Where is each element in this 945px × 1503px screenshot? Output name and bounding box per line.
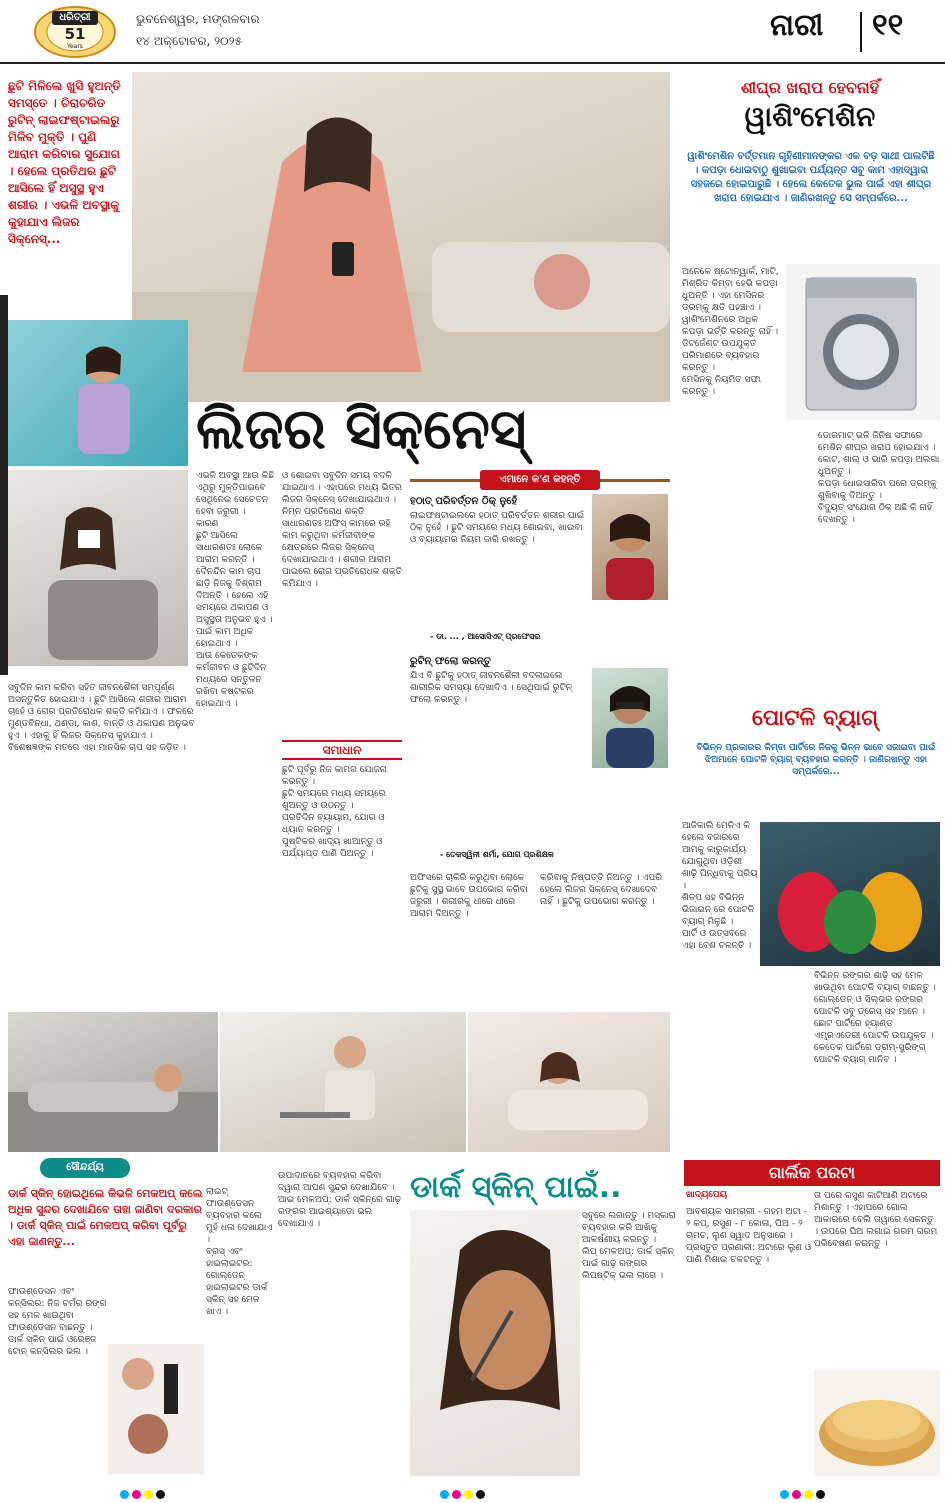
- makeup-products-photo: [108, 1344, 204, 1474]
- expert2-photo: [592, 668, 668, 768]
- recipe-col-b: ତା ପରେ ରସୁଣ କାଟିଆଣି ଅଟାରେ ମିଶାନ୍ତୁ । ଏହାପରେ ଗୋଲ ଆକାରରେ ବେଲି ତାୱାରେ ସେକନ୍ତୁ । ଉପରେ ଘିଅ ଲଗାଇ ଗରମ ଗରମ ପରିବେଷଣ କରନ୍ତୁ ।: [814, 1191, 938, 1249]
- recipe-ingredients: ଆବଶ୍ୟକ ସାମଗ୍ରୀ - ଗହମ ଅଟା - ୨ କପ୍, ରସୁଣ - ୮ କୋଳା, ଘିଅ - ୨ ଚାମଚ, ଲୁଣ ସ୍ୱାଦ ଅନୁସାରେ । ପ୍ରସ୍ତୁତ ପ୍ରଣାଳୀ: ଅଟାରେ ଲୁଣ ଓ ପାଣି ମିଶାଇ ଚକଟନ୍ତୁ ।: [686, 1207, 812, 1265]
- potli-col-a: ଆଜିକାଲି ମେଳିଏ କି ହେଲେ ବଜାରରେ ଆମକୁ କାରୁକାର୍ଯ୍ୟ ଯୋଗୁଥିବା ଓଡ଼ିଶୀ ଶାଢ଼ି ପିନ୍ଧିବାକୁ ପ୍ରିୟ । ଶିଳ୍ପ ସହ ବିଭିନ୍ନ ଭିଜାଇନ୍ ରେ ପୋଟଳି ବ୍ୟାଗ୍ ମିଳୁଛି । ପାର୍ଟି ଓ ଉତ୍ସବରେ ଏହା ବେଶ ଚଳନ୍ତି ।: [682, 821, 758, 951]
- experts-banner: [410, 470, 670, 490]
- makeup-products-icon: [108, 1344, 204, 1474]
- footer-registration-marks: [0, 1480, 945, 1497]
- leisure-col1-cont: [196, 682, 278, 1002]
- washing-col-b: ଡୋରମାଟ୍ ଭଳି ଜିନିଷ ସଫାରେ ମେଶିନ ଶୀଘ୍ର ଖରାପ ହୋଇଯାଏ । କୋଟ, ଶାଲ୍ ଓ ଭାରି କପଡ଼ା ଅଲଗା ଧୁଅନ୍ତୁ । କପଡ଼ା ଧୋଇସାରିବା ପରେ ଡ୍ରମ୍‌କୁ ଶୁଖିବାକୁ ଦିଅନ୍ତୁ । ବିଦ୍ୟୁତ୍ ସଂଯୋଗ ଠିକ୍ ଅଛି କି ନାହିଁ ଦେଖନ୍ତୁ ।: [818, 431, 940, 525]
- potli-headline: ପୋଟଳି ବ୍ୟାଗ୍: [751, 706, 879, 731]
- woman-mascara-illustration: [410, 1210, 580, 1476]
- expert2-portrait-icon: [592, 668, 668, 768]
- potli-bags-illustration: [760, 822, 940, 966]
- washing-col-a: ଅନେକେ ଷ୍ଟୋନ୍‌ୱାର୍କ, ମାଟି, ମିଶ୍ରିତ କିମ୍ବା ହେଭି କପଡ଼ା ଧୁଅନ୍ତି । ଏହା ମେସିନର ଡ୍ରମ୍‌କୁ କ୍ଷତି ପହଞ୍ଚାଏ । ୱାଶିଂମେଶିନରେ ଅଧିକ କପଡ଼ା ଭର୍ତ୍ତି କରନ୍ତୁ ନାହିଁ । ଡିଟର୍ଜେଣ୍ଟ ଉପଯୁକ୍ତ ପରିମାଣରେ ବ୍ୟବହାର କରନ୍ତୁ । ମେସିନକୁ ନିୟମିତ ସଫା କରନ୍ତୁ ।: [682, 267, 779, 397]
- paratha-illustration: [814, 1370, 940, 1476]
- leisure-col2: ଓ ଶୋଇବା ସବୁଦିନ ସମୟ ବଦଳି ଯାଇଥାଏ । ଏହାପରେ ମଧ୍ୟ ଭିତର ଲିଜର ସିକ୍ନେସ୍ ଦେଖାଯାଇଥାଏ । ନିମ୍ନ ପ୍ରତିରୋଧ ଶକ୍ତି ସାଧାରଣତଃ ଅଫିସ୍ କାମରେ ରହି କାମ କରୁଥିବା କର୍ମଜୀବୀଙ୍କ କ୍ଷେତ୍ରରେ ଲିଜର ସିକ୍ନେସ୍ ଦେଖାଯାଇଥାଏ । ଶରୀର ଆରାମ ପାଇଲେ ରୋଗ ପ୍ରତିରୋଧକ ଶକ୍ତି କମିଯାଏ ।: [282, 471, 402, 589]
- expert1-portrait-icon: [592, 494, 668, 600]
- beauty-col-b: ଲାଇଟ୍ ଫାଉଣ୍ଡେସନ ବ୍ୟବହାର କଲେ ମୁହଁ ଧଳା ଦେଖାଯାଏ । ବ୍ରସ୍ ଏବଂ ହାଇଲାଇଟର: ଗୋଲ୍ଡେନ୍ ହାଇଲାଇଟର ଡାର୍କ ସ୍କିନ୍ ସହ ମେଳ ଖାଏ ।: [206, 1187, 273, 1317]
- washing-kicker: ଶୀଘ୍ର ଖରାପ ହେବନାହିଁ: [740, 78, 880, 97]
- dharitri-logo: [30, 5, 120, 59]
- laptop-illustration: [220, 1012, 466, 1152]
- page-number: ୧୧: [872, 8, 904, 43]
- expert1-photo: [592, 494, 668, 600]
- phone-illustration: [468, 1012, 670, 1152]
- section-title: ନାରୀ: [770, 8, 824, 43]
- leisure-intro: ଛୁଟି ମିଳିଲେ ଖୁସି ହୁଅନ୍ତି ସମସ୍ତେ । ଚିରାଚରିତ ରୁଟିନ୍ ଲାଇଫଷ୍ଟାଇଲରୁ ମିଳିବ ମୁକ୍ତି । ପୁଣି ଆରାମ କରିବାର ସୁଯୋଗ । ହେଲେ ପ୍ରତିଥର ଛୁଟି ଆସିଲେ ହିଁ ଅସୁସ୍ଥ ହୁଏ ଶରୀର । ଏଭଳି ଅବସ୍ଥାକୁ କୁହାଯାଏ ଲିଜର ସିକ୍ନେସ୍...: [8, 79, 121, 246]
- logo-years: 51: [64, 25, 86, 43]
- woman-on-phone-photo: [468, 1012, 670, 1152]
- man-on-sofa-illustration: [8, 1012, 218, 1152]
- beauty-col-c: ଉପାଦାନରେ ବ୍ୟବହାର କରିବା ଦ୍ୱାରା ଆପଣ ସୁନ୍ଦର ଦେଖାଯିବେ । ଆଇ ମେକଅପ୍: ଡାର୍କ ସ୍କିନ୍‌ରେ ଗାଢ଼ ରଙ୍ଗର ଆଇଶ୍ୟାଡୋ ଭଲ ଦେଖାଯାଏ ।: [278, 1171, 402, 1229]
- solution-header: [282, 740, 402, 760]
- woman-mascara-photo: [410, 1210, 580, 1476]
- recipe-header: [684, 1160, 940, 1186]
- logo-years-label: Years: [67, 43, 83, 50]
- potli-col-b: ବିଭିନ୍ନ ରଙ୍ଗର ଶାଢ଼ି ସହ ମେଳ ଖାଉଥିବା ପୋଟଳି ବ୍ୟାଗ୍ ବାଛନ୍ତୁ । ଗୋଲ୍ଡେନ୍ ଓ ସିଲ୍‌ଭର ରଙ୍ଗର ପୋଟଳି ସବୁ ଡ୍ରେସ୍ ସହ ମାନେ । ଛୋଟ ପାର୍ଟିରେ ହ୍ୟାଣ୍ଡ ଏମ୍ବ୍ରଏଡେରୀ ପୋଟଳି ଉପଯୁକ୍ତ । କେତେକ ପାର୍ଟିରେ ଡ୍ରାମ୍-ସ୍ଟ୍ରିଙ୍ଗ୍ ପୋଟଳି ବ୍ୟାଗ୍ ମାନିବ ।: [814, 971, 936, 1065]
- recipe-subhead: ଖାଦ୍ୟପେୟ: [686, 1190, 728, 1200]
- beauty-intro: ଡାର୍କ ସ୍କିନ୍ ହୋଇଥିଲେ କିଭଳି ମେକଅପ୍ କଲେ ଅଧିକ ସୁନ୍ଦର ଦେଖାଯିବେ ତାହା ଜାଣିବା ଦରକାର । ଡାର୍କ ସ୍କିନ୍ ପାଇଁ ମେକଅପ୍ କରିବା ପୂର୍ବରୁ ଏହା ଜାଣନ୍ତୁ...: [8, 1187, 203, 1248]
- washing-machine-photo: [786, 264, 940, 420]
- reg-mark-left: [120, 1484, 168, 1503]
- recipe-headline: ଗାର୍ଲିକ ପରଟା: [768, 1163, 856, 1182]
- logo-word: ଧରିତ୍ରୀ: [59, 12, 91, 23]
- leisure-headline: ଲିଜର ସିକ୍ନେସ୍: [196, 397, 527, 462]
- masthead-city-day: ଭୁବନେଶ୍ୱର, ମଙ୍ଗଳବାର: [136, 12, 260, 26]
- expert2-text: ଯିଏ ବି ଛୁଟିକୁ ହଠାତ୍ ଜୀବନଶୈଳୀ ବଦଳାଇଲେ ଶାରୀରିକ ସମସ୍ୟା ଦେଖାଦିଏ । ସେଥିପାଇଁ ରୁଟିନ୍ ଫଲୋ କରନ୍ତୁ ।: [410, 671, 572, 705]
- beauty-headline: ଡାର୍କ ସ୍କିନ୍ ପାଇଁ..: [410, 1170, 622, 1205]
- beauty-col-d: ସବୁରେ ଲଗାନ୍ତୁ । ମସ୍କାରା ବ୍ୟବହାର କରି ଆଖିକୁ ଆକର୍ଷଣୀୟ କରନ୍ତୁ । ଲିପ୍ ମେକଅପ୍: ଡାର୍କ ସ୍କିନ୍ ପାଇଁ ଗାଢ଼ ରଙ୍ଗର ଲିପଷ୍ଟିକ୍ ଭଲ ଲାଗେ ।: [582, 1211, 676, 1281]
- expert2-sign: - ତେଜସ୍ୱିନୀ ଶର୍ମା, ଯୋଗ ପ୍ରଶିକ୍ଷକ: [440, 850, 554, 859]
- masthead-rule: [0, 62, 945, 64]
- leisure-col-left: ସବୁଦିନ କାମ କରିବା ସହିତ ଜୀବନଶୈଳୀ ସମ୍ପୂର୍ଣ୍ଣ ଅସନ୍ତୁଳିତ ହୋଇଯାଏ । ଛୁଟି ଆସିଲେ ଶରୀର ଆରାମ ଚାହେଁ ଓ ରୋଗ ପ୍ରତିରୋଧକ ଶକ୍ତି କମିଯାଏ । ଫଳରେ ମୁଣ୍ଡବିନ୍ଧା, ଥଣ୍ଡା, କାଶ, ବାନ୍ତି ଓ ଥକାପଣ ଅନୁଭବ ହୁଏ । ଏହାକୁ ହିଁ ଲିଜର ସିକ୍ନେସ୍ କୁହାଯାଏ । ବିଶେଷଜ୍ଞଙ୍କ ମତରେ ଏହା ମାନସିକ ଚାପ ସହ ଜଡ଼ିତ ।: [8, 683, 195, 753]
- woman-on-sofa-photo: [132, 72, 670, 402]
- experts-banner-label: ଏମାନେ କ'ଣ କହନ୍ତି: [480, 470, 600, 490]
- beauty-col-a: ଫାଉଣ୍ଡେସନ ଏବଂ କନ୍‌ସିଲର: ନିଜ ଚର୍ମର ରଙ୍ଗ ସହ ମେଳ ଖାଉଥିବା ଫାଉଣ୍ଡେସନ ବାଛନ୍ତୁ । ଡାର୍କ ସ୍କିନ୍ ପାଇଁ ଓରେଞ୍ଜ ଟୋନ୍ କନ୍‌ସିଲର ଭଲ ।: [8, 1287, 107, 1357]
- man-on-sofa-photo: [8, 1012, 218, 1152]
- potli-bags-photo: [760, 822, 940, 966]
- solution-title: ସମାଧାନ: [322, 743, 362, 757]
- masthead-date: ୧୪ ଅକ୍ଟୋବର, ୨୦୨୫: [136, 34, 243, 48]
- expert2-title: ରୁଟିନ୍ ଫଲୋ କରନ୍ତୁ: [410, 656, 491, 667]
- washing-intro: ୱାଶିଂମେଶିନ ବର୍ତ୍ତମାନ ଗୃହିଣୀମାନଙ୍କର ଏକ ବଡ଼ ସାଥୀ ପାଲଟିଛି । କପଡ଼ା ଧୋଇବାଠୁ ଶୁଖାଇବା ପର୍ଯ୍ୟନ୍ତ ସବୁ କାମ ଏହାଦ୍ୱାରା ସହଜରେ ହୋଇପାରୁଛି । ହେଲେ କେତେକ ଭୁଲ ପାଇଁ ଏହା ଶୀଘ୍ର ଖରାପ ହୋଇଯାଏ । ଜାଣିରଖନ୍ତୁ ସେ ସମ୍ପର୍କରେ...: [687, 151, 935, 204]
- leisure-left-bar: [0, 295, 8, 675]
- woman-sneezing-photo: [8, 470, 188, 666]
- leisure-col1: ଏଭଳି ଅବସ୍ଥା ଆଉ କିଛି ଏଥିରୁ ମୁକ୍ତିପାଇବେ ସେଥିନେଇ ସେଚେତନ ହେବା ଜରୁରୀ । କାରଣ ଛୁଟି ଆସିଲେ ସାଧାରଣତଃ ଲୋକେ ଆରାମ କରନ୍ତି । ଦୈନନ୍ଦିନ କାମ ଚାପ ଛାଡ଼ି ନିଜକୁ ବିଶ୍ରାମ ଦିଅନ୍ତି । ହେଲେ ଏହି ସମୟରେ ଥକାପଣ ଓ ଅସୁସ୍ଥତା ଅନୁଭବ ହୁଏ । ପାଇଁ କାମ ଅଧିକ ହୋଇଥାଏ । ଆଉ କେତେକଙ୍କ କର୍ମଜୀବନ ଓ ଛୁଟିଦିନ ମଧ୍ୟରେ ସନ୍ତୁଳନ ରଖିବା କଷ୍ଟକର ହୋଇଥାଏ ।: [196, 471, 275, 709]
- washing-machine-icon: [786, 264, 940, 420]
- leisure-col-mid-lower: ଅଫିସରେ ଚାକିରି କରୁଥିବା ଲୋକେ ଛୁଟିକୁ ସୁସ୍ଥ ଭାବେ ଉପଭୋଗ କରିବା ଜରୁରୀ । ଶରୀରକୁ ଧୀରେ ଧୀରେ ଆରାମ ଦିଅନ୍ତୁ ।: [410, 873, 528, 919]
- masthead: [0, 0, 945, 62]
- sneezing-illustration: [8, 470, 188, 666]
- stomach-ache-illustration: [8, 320, 188, 466]
- leisure-col-right-lower: କରିବାକୁ ନିଷ୍ପତ୍ତି ନିଅନ୍ତୁ । ଏପରି ହେଲେ ଲିଜର ସିକ୍ନେସ୍ ଦେଖାଦେବ ନାହିଁ । ଛୁଟିକୁ ଉପଭୋଗ କରନ୍ତୁ ।: [540, 873, 663, 907]
- woman-at-laptop-photo: [220, 1012, 466, 1152]
- section-divider: [860, 12, 862, 52]
- garlic-paratha-photo: [814, 1370, 940, 1476]
- solution-list: ଛୁଟି ପୂର୍ବରୁ ନିଜ କାମର ଯୋଜନା କରନ୍ତୁ । ଛୁଟି ସମୟରେ ମଧ୍ୟ ସମୟରେ ଶୁଅନ୍ତୁ ଓ ଉଠନ୍ତୁ । ପ୍ରତିଦିନ ବ୍ୟାୟାମ, ଯୋଗ ଓ ଧ୍ୟାନ କରନ୍ତୁ । ପୁଷ୍ଟିକର ଖାଦ୍ୟ ଖାଆନ୍ତୁ ଓ ପର୍ଯ୍ୟାପ୍ତ ପାଣି ପିଅନ୍ତୁ ।: [282, 765, 388, 859]
- washing-headline: ୱାଶିଂମେଶିନ: [744, 100, 876, 133]
- reg-mark-right: [780, 1484, 828, 1503]
- reg-mark-center: [440, 1484, 488, 1503]
- woman-on-sofa-illustration: [132, 72, 670, 402]
- woman-stomach-ache-photo: [8, 320, 188, 466]
- expert1-sign: - ଡା. ... , ଆସୋସିଏଟ୍ ପ୍ରଫେସର: [430, 632, 541, 641]
- beauty-label: [40, 1158, 130, 1178]
- potli-intro: ବିଭିନ୍ନ ପ୍ରକାରର କିମ୍ବା ପାର୍ଟିରେ ନିଜକୁ ଭିନ୍ନ ଭାବେ ସଜାଇବା ପାଇଁ ଝିଅମାନେ ପୋଟଳି ବ୍ୟାଗ୍ ବ୍ୟବହାର କରନ୍ତି । ଜାଣିରଖନ୍ତୁ ଏହା ସମ୍ପର୍କରେ...: [696, 743, 936, 777]
- expert1-title: ହଠାତ୍ ପରିବର୍ତ୍ତନ ଠିକ୍ ନୁହେଁ: [410, 496, 518, 507]
- beauty-label-text: ସୌନ୍ଦର୍ଯ୍ୟ: [66, 1162, 104, 1173]
- expert1-text: ଲାଇଫଷ୍ଟାଇଲରେ ହଠାତ୍ ପରିବର୍ତ୍ତନ ଶରୀର ପାଇଁ ଠିକ୍ ନୁହେଁ । ଛୁଟି ସମୟରେ ମଧ୍ୟ ଶୋଇବା, ଖାଇବା ଓ ବ୍ୟାୟାମର ନିୟମ ଜାରି ରଖନ୍ତୁ ।: [410, 511, 585, 545]
